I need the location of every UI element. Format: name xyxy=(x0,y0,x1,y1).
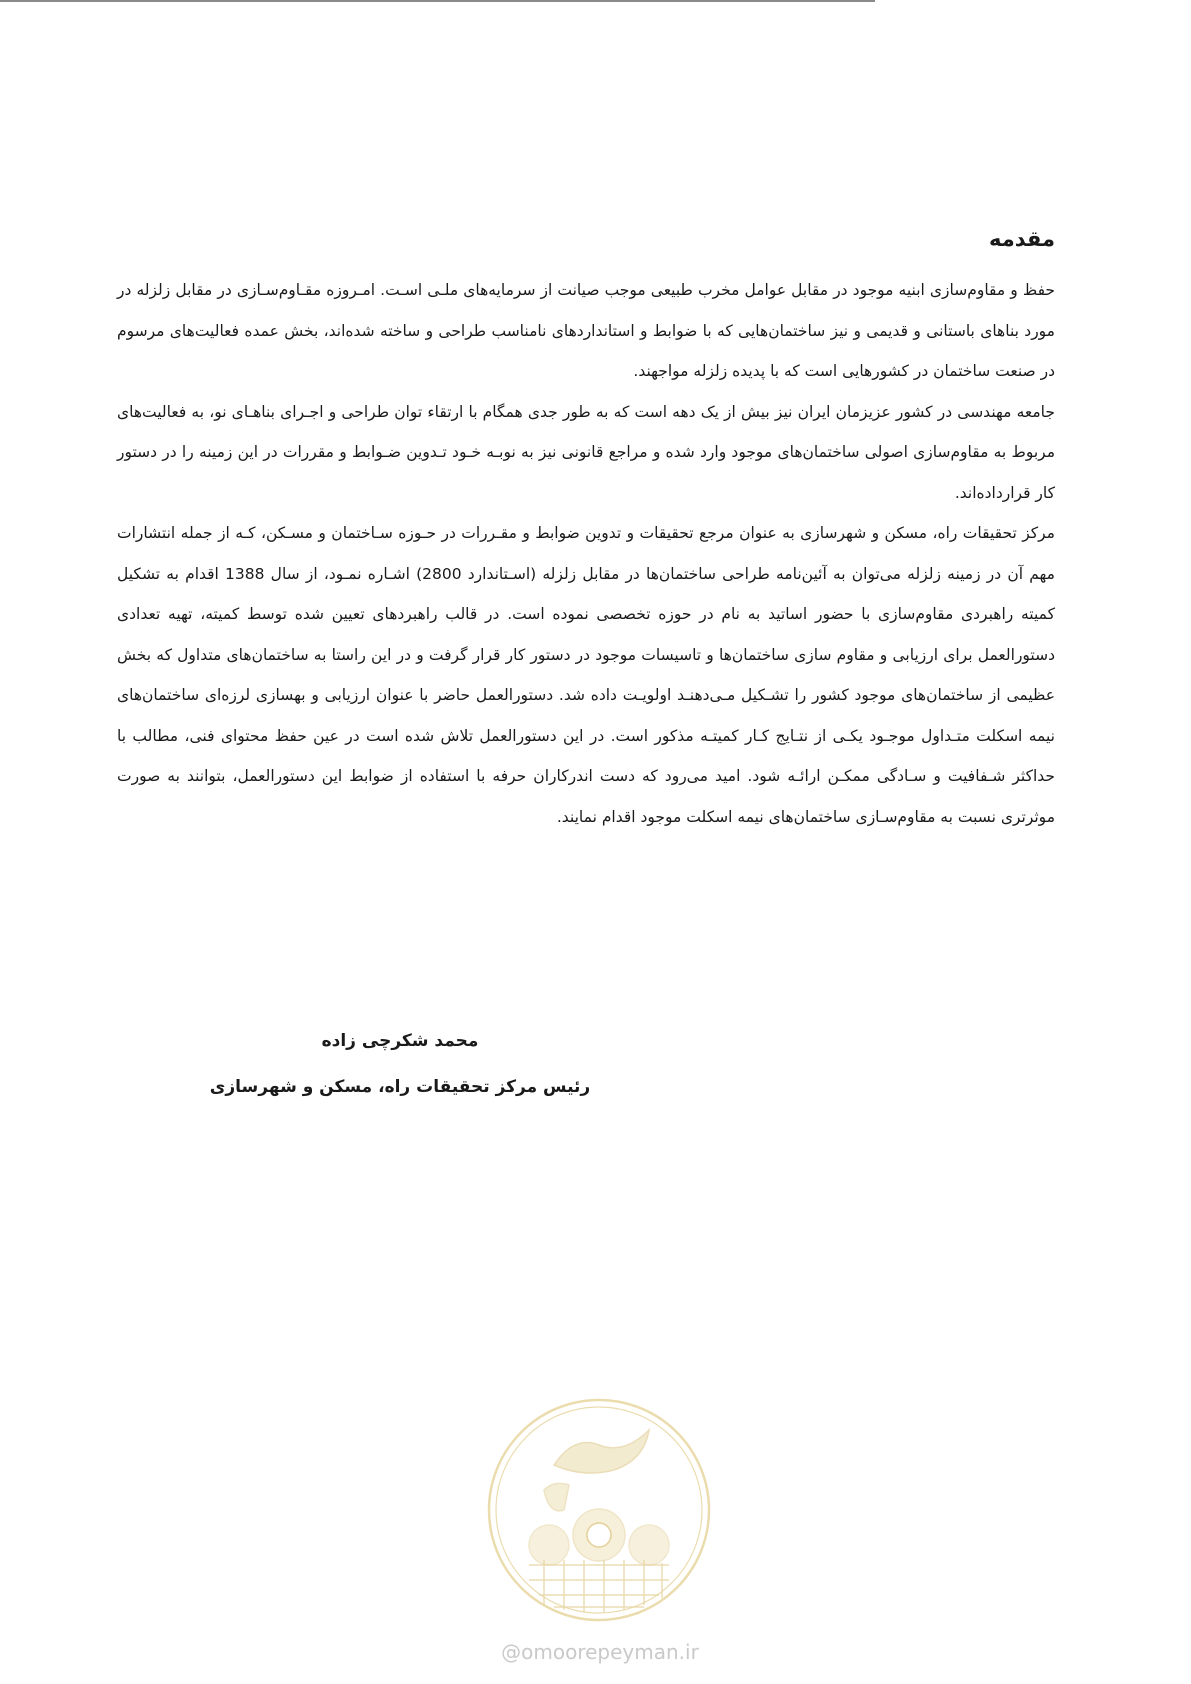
signatory-title: رئیس مرکز تحقیقات راه، مسکن و شهرسازی xyxy=(209,1077,591,1097)
signatory-name: محمد شکرچی زاده xyxy=(321,1031,479,1051)
signature-block xyxy=(200,1018,600,1110)
paragraph-2: جامعه مهندسی در کشور عزیزمان ایران نیز بیش از یک دهه است که به طور جدی همگام با ارتقاء توان طراحی و اجـرای بناهـای نو، به فعالیت‌های مربوط به مقاوم‌سازی اصولی ساختمان‌های موجود وارد شده و مراجع قانونی نیز به نوبـه خـود تـدوین ضـوابط و مقررات در این زمینه را در دستور کار قرارداده‌اند. xyxy=(117,402,1055,502)
page-title: مقدمه xyxy=(989,227,1055,251)
document-body xyxy=(117,222,1055,837)
watermark-logo-icon xyxy=(484,1395,714,1625)
paragraph-3: مرکز تحقیقات راه، مسکن و شهرسازی به عنوان مرجع تحقیقات و تدوین ضوابط و مقـررات در حـوزه سـاختمان و مسـکن، کـه از جمله انتشارات مهم آن در زمینه زلزله می‌توان به آئین‌نامه طراحی ساختمان‌ها در مقابل زلزله (اسـتاندارد 2800) اشـاره نمـود، از سال 1388 اقدام به تشکیل کمیته راهبردی مقاوم‌سازی با حضور اساتید به نام در حوزه تخصصی نموده است. در قالب راهبردهای تعیین شده توسط کمیته، تهیه تعدادی دستورالعمل برای ارزیابی و مقاوم سازی ساختمان‌ها و تاسیسات موجود در دستور کار قرار گرفت و در این راستا به ساختمان‌های متداول که بخش عظیمی از ساختمان‌های موجود کشور را تشـکیل مـی‌دهنـد اولویـت داده شد. دستورالعمل حاضر با عنوان ارزیابی و بهسازی لرزه‌ای ساختمان‌های نیمه اسکلت متـداول موجـود یکـی از نتـایج کـار کمیتـه مذکور است. در این دستورالعمل تلاش شده است در عین حفظ محتوای فنی، مطالب با حداکثر شـفافیت و سـادگی ممکـن ارائـه شود. امید می‌رود که دست اندرکاران حرفه با استفاده از ضوابط این دستورالعمل، بتوانند به صورت موثرتری نسبت به مقاوم‌سـازی ساختمان‌های نیمه اسکلت موجود اقدام نمایند. xyxy=(117,524,1055,826)
paragraph-1: حفظ و مقاوم‌سازی ابنیه موجود در مقابل عوامل مخرب طبیعی موجب صیانت از سرمایه‌های ملـی اسـت. امـروزه مقـاوم‌سـازی در مقابل زلزله در مورد بناهای باستانی و قدیمی و نیز ساختمان‌هایی که با ضوابط و استانداردهای نامناسب طراحی و ساخته شده‌اند، بخش عمده فعالیت‌های مرسوم در صنعت ساختمان در کشورهایی است که با پدیده زلزله مواجهند. xyxy=(117,281,1055,380)
watermark-url: @omoorepeyman.ir xyxy=(501,1640,699,1664)
top-rule xyxy=(0,0,875,2)
